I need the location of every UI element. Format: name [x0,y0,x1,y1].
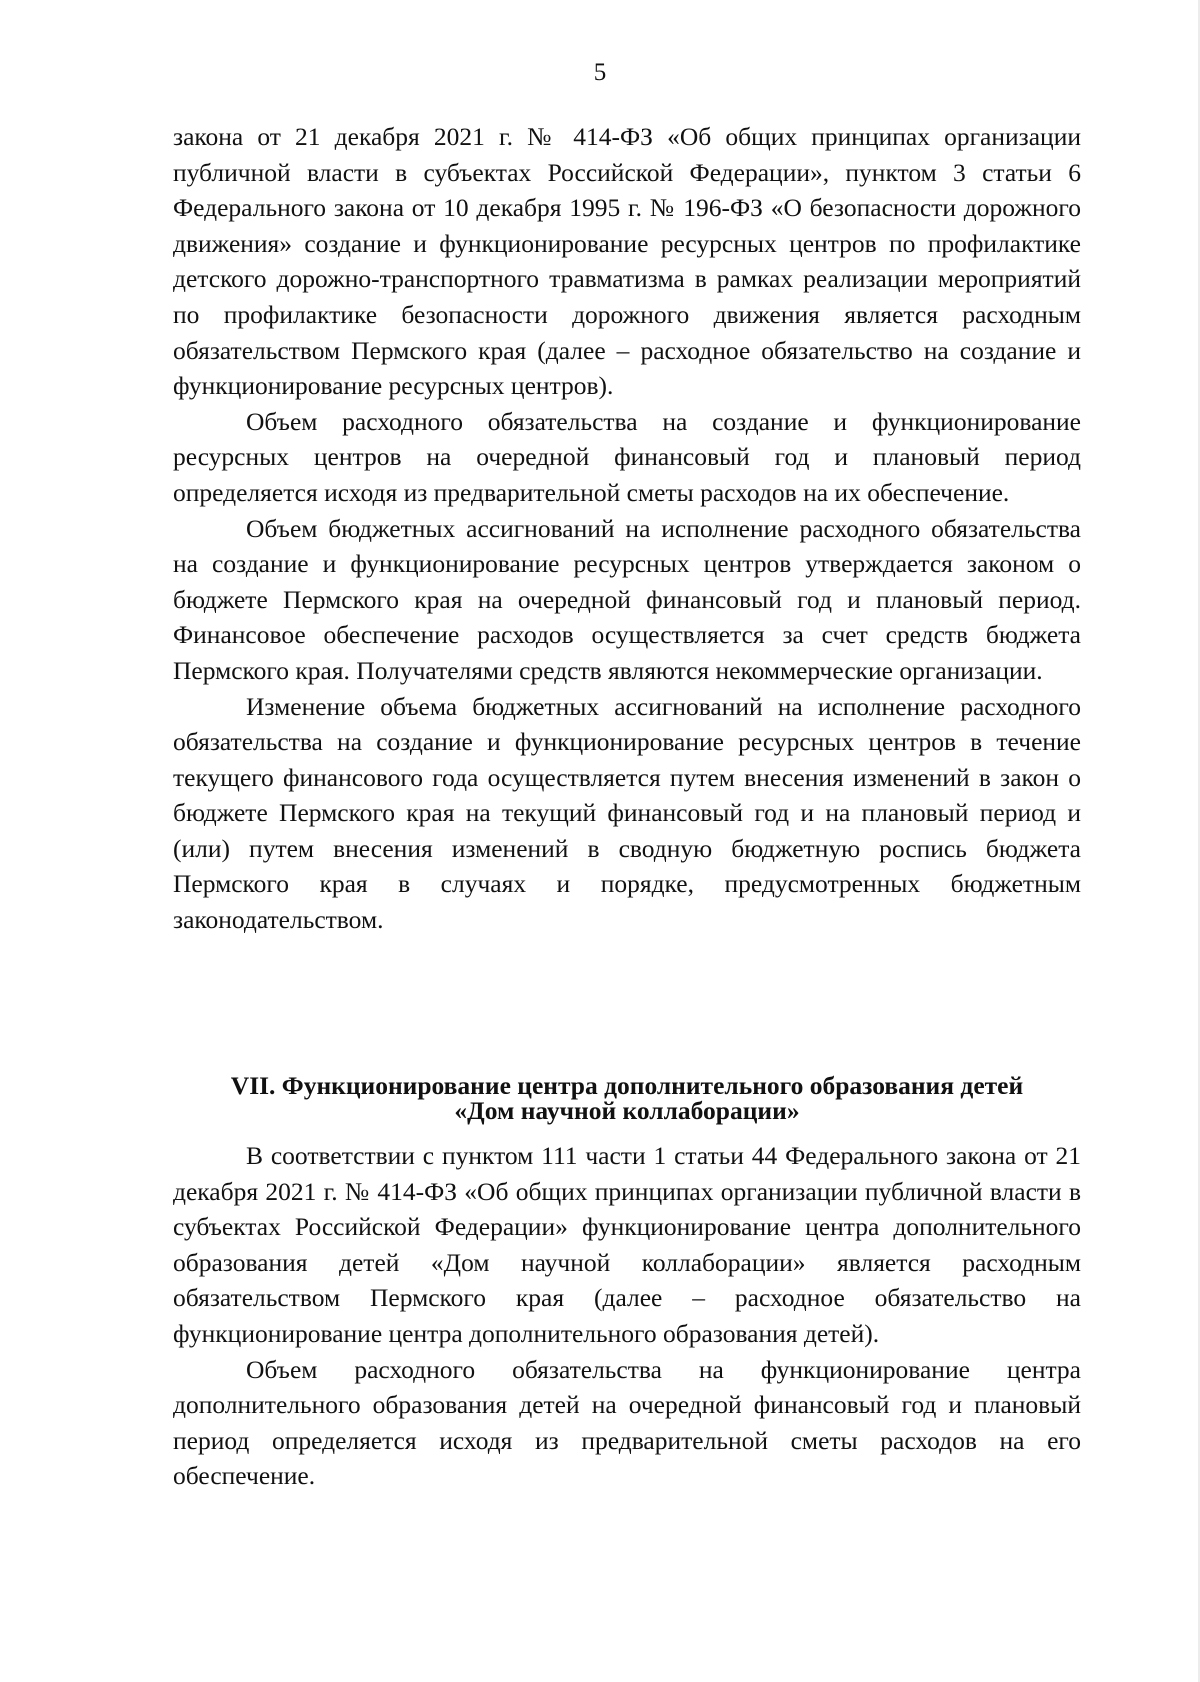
paragraph: Изменение объема бюджетных ассигнований на исполнение расходного обязательства на создание и функционирование ресурсных центров в течение текущего финансового года осуществляется путем внесения изменений в закон о бюджете Пермского края на текущий финансовый год и на плановый период и (или) путем внесения изменений в сводную бюджетную роспись бюджета Пермского края в случаях и порядке, предусмотренных бюджетным законодательством. [173,691,1081,935]
section-heading-line-2: «Дом научной коллаборации» [454,1096,800,1125]
paragraph: Объем расходного обязательства на функционирование центра дополнительного образования детей на очередной финансовый год и плановый период определяется исходя из предварительной сметы расходов на его обеспечение. [173,1354,1081,1491]
page-number: 5 [593,59,607,86]
paragraph: Объем бюджетных ассигнований на исполнение расходного обязательства на создание и функционирование ресурсных центров утверждается законом о бюджете Пермского края на очередной финансовый год и плановый период. Финансовое обеспечение расходов осуществляется за счет средств бюджета Пермского края. Получателями средств являются некоммерческие организации. [173,513,1081,685]
section-heading [173,1073,1081,1123]
section-before-body [173,119,1081,938]
section-vii-body [173,1138,1081,1494]
paragraph-continued: закона от 21 декабря 2021 г. № 414-ФЗ «Об общих принципах организации публичной власти в субъектах Российской Федерации», пунктом 3 статьи 6 Федерального закона от 10 декабря 1995 г. № 196-ФЗ «О безопасности дорожного движения» создание и функционирование ресурсных центров по профилактике детского дорожно-транспортного травматизма в рамках реализации мероприятий по профилактике безопасности дорожного движения является расходным обязательством Пермского края (далее – расходное обязательство на создание и функционирование ресурсных центров). [173,122,1081,401]
paragraph: Объем расходного обязательства на создание и функционирование ресурсных центров на очередной финансовый год и плановый период определяется исходя из предварительной сметы расходов на их обеспечение. [173,406,1081,507]
section-heading-line-1: VII. Функционирование центра дополнительного образования детей [230,1071,1024,1100]
paragraph: В соответствии с пунктом 111 части 1 статьи 44 Федерального закона от 21 декабря 2021 г. № 414-ФЗ «Об общих принципах организации публичной власти в субъектах Российской Федерации» функционирование центра дополнительного образования детей «Дом научной коллаборации» является расходным обязательством Пермского края (далее – расходное обязательство на функционирование центра дополнительного образования детей). [173,1141,1081,1348]
